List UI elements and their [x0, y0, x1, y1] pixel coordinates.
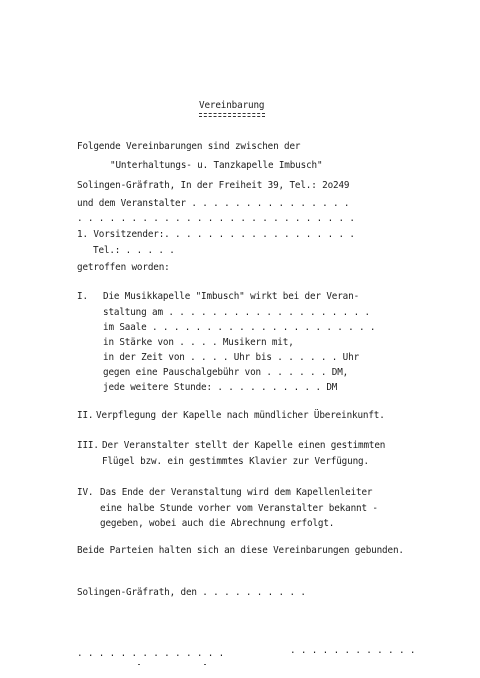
- section-4-line: Das Ende der Veranstaltung wird dem Kapellenleiter: [100, 487, 373, 498]
- signature-line-left: . . . . . . . . . . . . . .: [77, 648, 225, 659]
- intro-text: Folgende Vereinbarungen sind zwischen der: [77, 141, 301, 152]
- section-1-line: in Stärke von . . . . Musikern mit,: [103, 337, 294, 348]
- band-name: "Unterhaltungs- u. Tanzkapelle Imbusch": [110, 160, 323, 171]
- section-3-line: Flügel bzw. ein gestimmtes Klavier zur Verfügung.: [102, 456, 369, 467]
- section-1-line: jede weitere Stunde: . . . . . . . . . . DM: [103, 382, 338, 393]
- section-3-number: III.: [77, 440, 99, 451]
- document-title: Vereinbarung: [199, 100, 265, 111]
- made-line: getroffen worden:: [77, 262, 170, 273]
- organizer-dots-line: . . . . . . . . . . . . . . . . . . . . . . . . . .: [77, 213, 355, 224]
- section-4-line: gegeben, wobei auch die Abrechnung erfolgt.: [100, 518, 335, 529]
- phone-line: Tel.: . . . . .: [93, 245, 175, 256]
- section-1-line: Die Musikkapelle "Imbusch" wirkt bei der Veran-: [103, 291, 360, 302]
- section-3-line: Der Veranstalter stellt der Kapelle einen gestimmten: [102, 440, 386, 451]
- stray-mark: [204, 664, 206, 665]
- section-1-line: staltung am . . . . . . . . . . . . . . . . . . .: [103, 307, 370, 318]
- section-1-line: gegen eine Pauschalgebühr von . . . . . . DM,: [103, 367, 349, 378]
- stray-mark: [138, 664, 140, 665]
- place-date-line: Solingen-Gräfrath, den . . . . . . . . . .: [77, 587, 306, 598]
- section-1-number: I.: [77, 291, 88, 302]
- section-4-number: IV.: [77, 487, 94, 498]
- section-4-line: eine halbe Stunde vorher vom Veranstalter bekannt -: [100, 503, 378, 514]
- chairman-line: 1. Vorsitzender:. . . . . . . . . . . . . . . . . .: [77, 229, 355, 240]
- band-address: Solingen-Gräfrath, In der Freiheit 39, Tel.: 2o249: [77, 180, 350, 191]
- section-2-text: Verpflegung der Kapelle nach mündlicher Übereinkunft.: [96, 410, 385, 421]
- closing-statement: Beide Parteien halten sich an diese Vereinbarungen gebunden.: [77, 545, 404, 556]
- organizer-line: und dem Veranstalter . . . . . . . . . . . . . . .: [77, 198, 350, 209]
- signature-line-right: . . . . . . . . . . . .: [290, 645, 416, 656]
- title-underline: [199, 113, 265, 117]
- section-2-number: II.: [77, 410, 94, 421]
- section-1-line: in der Zeit von . . . . Uhr bis . . . . . . Uhr: [103, 352, 360, 363]
- section-1-line: im Saale . . . . . . . . . . . . . . . . . . . . .: [103, 322, 376, 333]
